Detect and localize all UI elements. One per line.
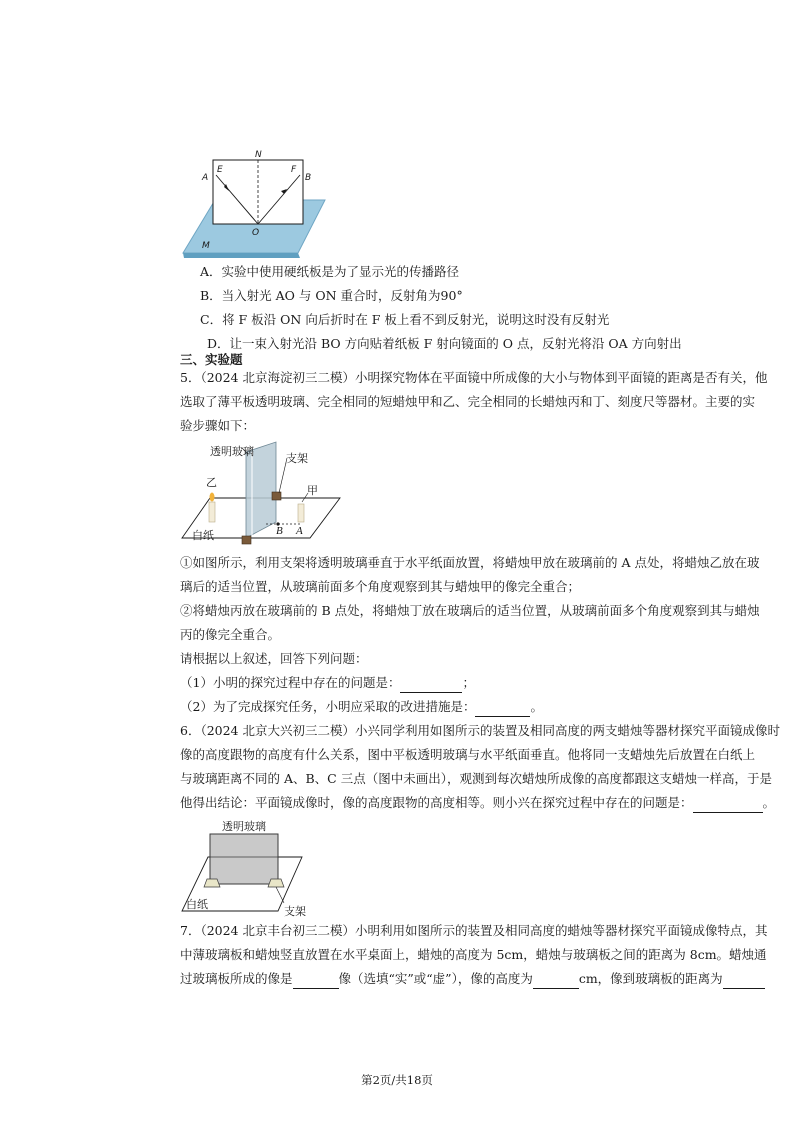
q5-step-2b: 丙的像完全重合。 <box>180 627 281 642</box>
label-point-a: A <box>296 525 303 537</box>
q7-answer-3-blank[interactable] <box>723 970 765 989</box>
q7-line-1: 7．（2024 北京丰台初三二模）小明利用如图所示的装置及相同高度的蜡烛等器材探究平面镜成像特点，其 <box>180 923 768 938</box>
label-o: O <box>252 228 260 238</box>
figure-reflection-apparatus <box>180 145 330 260</box>
q7-line-3-a: 过玻璃板所成的像是 <box>180 971 293 986</box>
q6-line-4 <box>180 794 775 813</box>
section-heading: 三、实验题 <box>180 352 243 367</box>
label-f: F <box>291 165 297 175</box>
q5-line-3: 验步骤如下： <box>180 418 256 433</box>
glass-pane <box>210 834 278 884</box>
q5-prompt: 请根据以上叙述，回答下列问题： <box>180 651 368 666</box>
q5-question-2-text: （2）为了完成探究任务，小明应采取的改进措施是： <box>180 699 476 714</box>
label-b: B <box>305 173 312 183</box>
label-glass: 透明玻璃 <box>210 445 254 458</box>
label-m: M <box>202 241 210 251</box>
q5-question-2 <box>180 698 543 717</box>
page-footer: 第2页/共18页 <box>361 1073 433 1087</box>
stand-left <box>204 879 220 887</box>
candle-yi-flame <box>210 493 215 502</box>
q7-answer-1-blank[interactable] <box>293 970 339 989</box>
label-e: E <box>217 165 223 175</box>
q5-question-1-text: （1）小明的探究过程中存在的问题是： <box>180 675 401 690</box>
option-c: C．将 F 板沿 ON 向后折时在 F 板上看不到反射光，说明这时没有反射光 <box>200 312 610 327</box>
label-glass-2: 透明玻璃 <box>222 820 266 833</box>
stand-right <box>268 879 284 887</box>
q5-question-1-suffix: ； <box>462 675 475 690</box>
option-d: D．让一束入射光沿 BO 方向贴着纸板 F 射向镜面的 O 点，反射光将沿 OA 方向射出 <box>207 336 682 351</box>
q6-line-2: 像的高度跟物的高度有什么关系，图中平板透明玻璃与水平纸面垂直。他将同一支蜡烛先后放置在白纸上 <box>180 747 756 762</box>
q6-line-4-suffix: 。 <box>762 795 776 810</box>
q5-step-2a: ②将蜡烛丙放在玻璃前的 B 点处，将蜡烛丁放在玻璃后的适当位置，从玻璃前面多个角度观察到其与蜡烛 <box>180 603 760 618</box>
q7-line-2: 中薄玻璃板和蜡烛竖直放置在水平桌面上，蜡烛的高度为 5cm，蜡烛与玻璃板之间的距离为 8cm。蜡烛通 <box>180 947 767 962</box>
q5-question-2-suffix: 。 <box>530 699 543 714</box>
q5-line-1: 5．（2024 北京海淀初三二模）小明探究物体在平面镜中所成像的大小与物体到平面镜的距离是否有关，他 <box>180 370 768 385</box>
q5-answer-2-blank[interactable] <box>475 698 530 717</box>
q7-answer-2-blank[interactable] <box>533 970 579 989</box>
q5-step-1b: 璃后的适当位置，从玻璃前面多个角度观察到其与蜡烛甲的像完全重合； <box>180 579 581 594</box>
q5-line-2: 选取了薄平板透明玻璃、完全相同的短蜡烛甲和乙、完全相同的长蜡烛丙和丁、刻度尺等器材。主要的实 <box>180 394 756 409</box>
q5-answer-1-blank[interactable] <box>400 674 462 693</box>
q7-line-3-b: 像（选填“实”或“虚”），像的高度为 <box>338 971 533 986</box>
q7-line-3 <box>180 970 765 989</box>
label-stand: 支架 <box>286 452 308 465</box>
option-b: B．当入射光 AO 与 ON 重合时，反射角为90° <box>200 288 463 303</box>
label-jia: 甲 <box>307 484 318 497</box>
q5-step-1a: ①如图所示，利用支架将透明玻璃垂直于水平纸面放置，将蜡烛甲放在玻璃前的 A 点处，将蜡烛乙放在玻 <box>180 555 760 570</box>
q6-answer-blank[interactable] <box>693 794 763 813</box>
q6-line-4-text: 他得出结论：平面镜成像时，像的高度跟物的高度相等。则小兴在探究过程中存在的问题是： <box>180 795 693 810</box>
label-paper: 白纸 <box>192 529 214 542</box>
label-yi: 乙 <box>206 476 217 489</box>
candle-jia <box>298 504 304 522</box>
label-point-b: B <box>276 525 283 537</box>
label-a: A <box>202 173 209 183</box>
q6-line-3: 与玻璃距离不同的 A、B、C 三点（图中未画出），观测到每次蜡烛所成像的高度都跟这支蜡烛一样高，于是 <box>180 771 772 786</box>
option-a: A．实验中使用硬纸板是为了显示光的传播路径 <box>200 264 460 279</box>
label-paper-2: 白纸 <box>186 898 208 911</box>
q5-question-1 <box>180 674 475 693</box>
label-stand-2: 支架 <box>284 905 306 918</box>
stand-top <box>272 492 281 500</box>
label-n: N <box>255 150 262 160</box>
candle-yi <box>209 502 215 522</box>
q6-line-1: 6．（2024 北京大兴初三二模）小兴同学利用如图所示的装置及相同高度的两支蜡烛等器材探究平面镜成像时 <box>180 723 780 738</box>
stand-bottom <box>242 536 251 544</box>
q7-line-3-c: cm，像到玻璃板的距离为 <box>578 971 723 986</box>
mirror-plate-edge <box>183 253 300 258</box>
